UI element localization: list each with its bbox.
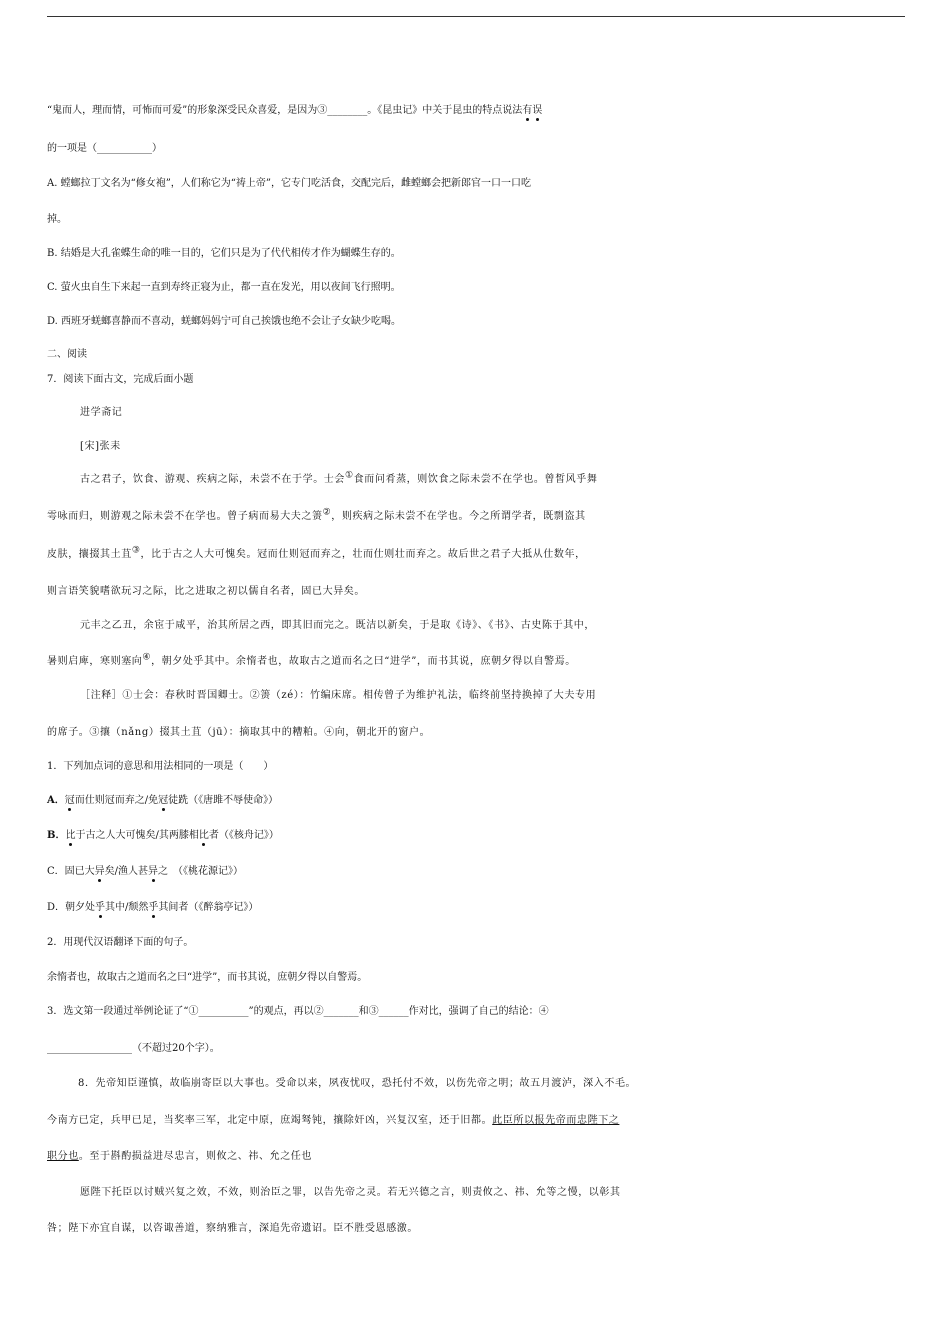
passage-note-line-1: ［注释］①士会：春秋时晋国卿士。②箦（zé）：竹编床席。相传曾子为维护礼法，临终前坚持换掉了大夫专用 (80, 690, 597, 701)
passage-p2-line-2: 暑则启庳，寒则塞向④，朝夕处乎其中。余惰者也，故取古之道而名之曰“进学”，而书其说，庶朝夕得以自警焉。 (47, 652, 576, 667)
q6-option-a-line-1: A. 螳螂拉丁文名为“修女袍”，人们称它为“祷上帝”，它专门吃活食，交配完后，雌螳螂会把新郎官一口一口吃 (47, 178, 532, 189)
passage-title: 进学斋记 (80, 407, 123, 418)
q8-p1-line-1: 8．先帝知臣谨慎，故临崩寄臣以大事也。受命以来，夙夜忧叹，恐托付不效，以伤先帝之明；故五月渡泸，深入不毛。 (78, 1078, 637, 1089)
subq1-option-d: D．朝夕处乎其中/颓然乎其间者（《醉翁亭记》） (47, 902, 259, 913)
subq3-line-1: 3．选文第一段通过举例论证了“①__________”的观点，再以②_______和③______作对比，强调了自己的结论：④ (47, 1006, 549, 1017)
passage-p2-line-1: 元丰之乙丑，余宦于咸平，治其所居之西，即其旧而完之。既洁以新矣，于是取《诗》、《书》、古史陈于其中， (80, 620, 595, 631)
emphasis-dot-char: 有 (522, 105, 533, 116)
q6-option-c: C. 萤火虫自生下来起一直到寿终正寝为止，都一直在发光，用以夜间飞行照明。 (47, 282, 401, 293)
subq1-option-c: C．固已大异矣/渔人甚异之 （《桃花源记》） (47, 866, 244, 877)
section-heading: 二、阅读 (47, 349, 87, 360)
subq2-stem: 2．用现代汉语翻译下面的句子。 (47, 937, 194, 948)
underlined-sentence: 此臣所以报先帝而忠陛下之 (492, 1115, 620, 1126)
q8-p2-line-1: 愿陛下托臣以讨贼兴复之效，不效，则治臣之罪，以告先帝之灵。若无兴德之言，则责攸之、祎、允等之慢，以彰其 (80, 1187, 621, 1198)
underlined-sentence: 职分也 (47, 1151, 79, 1162)
emphasis-dot-char: 乎 (148, 902, 159, 913)
passage-p1-line-2: 雩咏而归，则游观之际未尝不在学也。曾子病而易大夫之箦②，则疾病之际未尝不在学也。今之所谓学者，既剽盗其 (47, 507, 586, 522)
q8-p1-line-3: 职分也。至于斟酌损益进尽忠言，则攸之、祎、允之任也 (47, 1151, 313, 1162)
emphasis-dot-char: 乎 (95, 902, 106, 913)
subq1-option-a: A．冠而仕则冠而弃之/免冠徒跣（《唐雎不辱使命》） (47, 795, 279, 806)
subq1-stem: 1．下列加点词的意思和用法相同的一项是（ ） (47, 761, 274, 772)
emphasis-dot-char: 冠 (158, 795, 169, 806)
subq1-option-b: B．比于古之人大可愧矣/其两膝相比者（《核舟记》） (47, 830, 279, 841)
q6-line-1: “鬼而人，理而情，可怖而可爱”的形象深受民众喜爱，是因为③________。《昆虫记》中关于昆虫的特点说法有误 (47, 105, 543, 116)
passage-p1-line-3: 皮肤，攘掇其土苴③，比于古之人大可愧矣。冠而仕则冠而弃之，壮而仕则壮而弃之。故后世之君子大抵从仕数年， (47, 545, 586, 560)
emphasis-dot-char: 比 (65, 830, 76, 841)
passage-note-line-2: 的席子。③攘（nǎng）掇其土苴（jū）：摘取其中的糟粕。④向，朝北开的窗户。 (47, 727, 431, 738)
q7-heading: 7．阅读下面古文，完成后面小题 (47, 374, 194, 385)
emphasis-dot-char: 异 (94, 866, 105, 877)
emphasis-dot-char: 异 (148, 866, 159, 877)
subq2-sentence: 余惰者也，故取古之道而名之曰“进学”，而书其说，庶朝夕得以自警焉。 (47, 972, 368, 983)
passage-p1-line-1: 古之君子，饮食、游观、疾病之际，未尝不在于学。士会①食而问肴蒸，则饮食之际未尝不在学也。曾皙风乎舞 (80, 470, 598, 485)
q6-option-b: B. 结婚是大孔雀蝶生命的唯一目的，它们只是为了代代相传才作为蝴蝶生存的。 (47, 248, 401, 259)
emphasis-dot-char: 比 (198, 830, 209, 841)
passage-p1-line-4: 则言语笑貌嗜欲玩习之际，比之进取之初以儒自名者，固已大异矣。 (47, 586, 365, 597)
emphasis-dot-char: 误 (532, 105, 543, 116)
q8-p2-line-2: 咎；陛下亦宜自谋，以咨诹善道，察纳雅言，深追先帝遗诏。臣不胜受恩感激。 (47, 1223, 418, 1234)
header-rule (47, 16, 905, 17)
emphasis-dot-char: 冠 (64, 795, 75, 806)
q6-option-a-line-2: 掉。 (47, 214, 67, 225)
subq3-line-2: _________________（不超过20个字）。 (47, 1043, 220, 1054)
passage-author: [宋]张耒 (80, 441, 121, 452)
q8-p1-line-2: 今南方已定，兵甲已足，当奖率三军，北定中原，庶竭驽钝，攘除奸凶，兴复汉室，还于旧都。此臣所以报先帝而忠陛下之 (47, 1115, 620, 1126)
q6-option-d: D. 西班牙蜣螂喜静而不喜动，蜣螂妈妈宁可自己挨饿也绝不会让子女缺少吃喝。 (47, 316, 402, 327)
q6-line-2: 的一项是（___________） (47, 143, 162, 154)
